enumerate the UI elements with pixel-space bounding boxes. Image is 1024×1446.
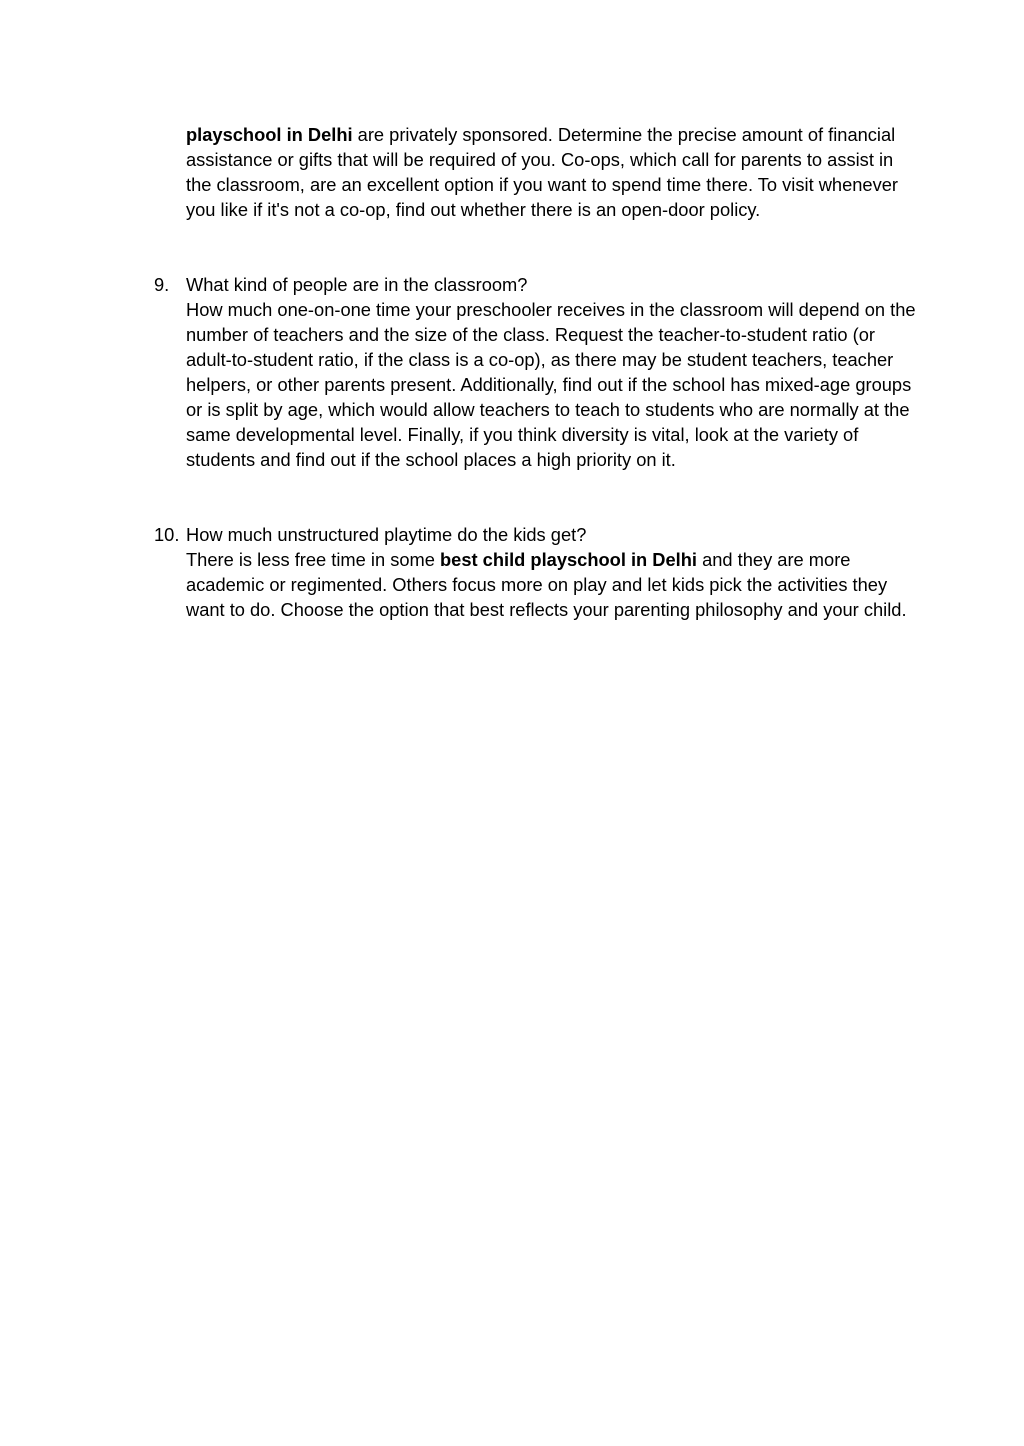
continuation-paragraph [186,122,916,222]
bold-keyword: best child playschool in Delhi [440,549,697,570]
bold-keyword: playschool in Delhi [186,124,353,145]
list-item-body [186,522,916,622]
answer-paragraph [186,547,916,622]
answer-text: and they are more academic or regimented. Others focus more on play and let kids pick the activities they want to do. Choose the option that best reflects your parenting philosophy and your child. [186,549,907,620]
list-item-body [186,272,916,472]
continuation-text: are privately sponsored. Determine the precise amount of financial assistance or gifts that will be required of you. Co-ops, which call for parents to assist in the classroom, are an excellent option if you want to spend time there. To visit whenever you like if it's not a co-op, find out whether there is an open-door policy. [186,124,898,220]
question-heading: What kind of people are in the classroom? [186,274,528,295]
list-number: 10. [154,524,180,545]
answer-paragraph: How much one-on-one time your preschooler receives in the classroom will depend on the number of teachers and the size of the class. Request the teacher-to-student ratio (or adult-to-student ratio, if the class is a co-op), as there may be student teachers, teacher helpers, or other parents present. Additionally, find out if the school has mixed-age groups or is split by age, which would allow teachers to teach to students who are normally at the same developmental level. Finally, if you think diversity is vital, look at the variety of students and find out if the school places a high priority on it. [186,299,916,470]
question-heading: How much unstructured playtime do the kids get? [186,524,587,545]
answer-text: There is less free time in some [186,549,440,570]
list-number: 9. [154,274,170,295]
